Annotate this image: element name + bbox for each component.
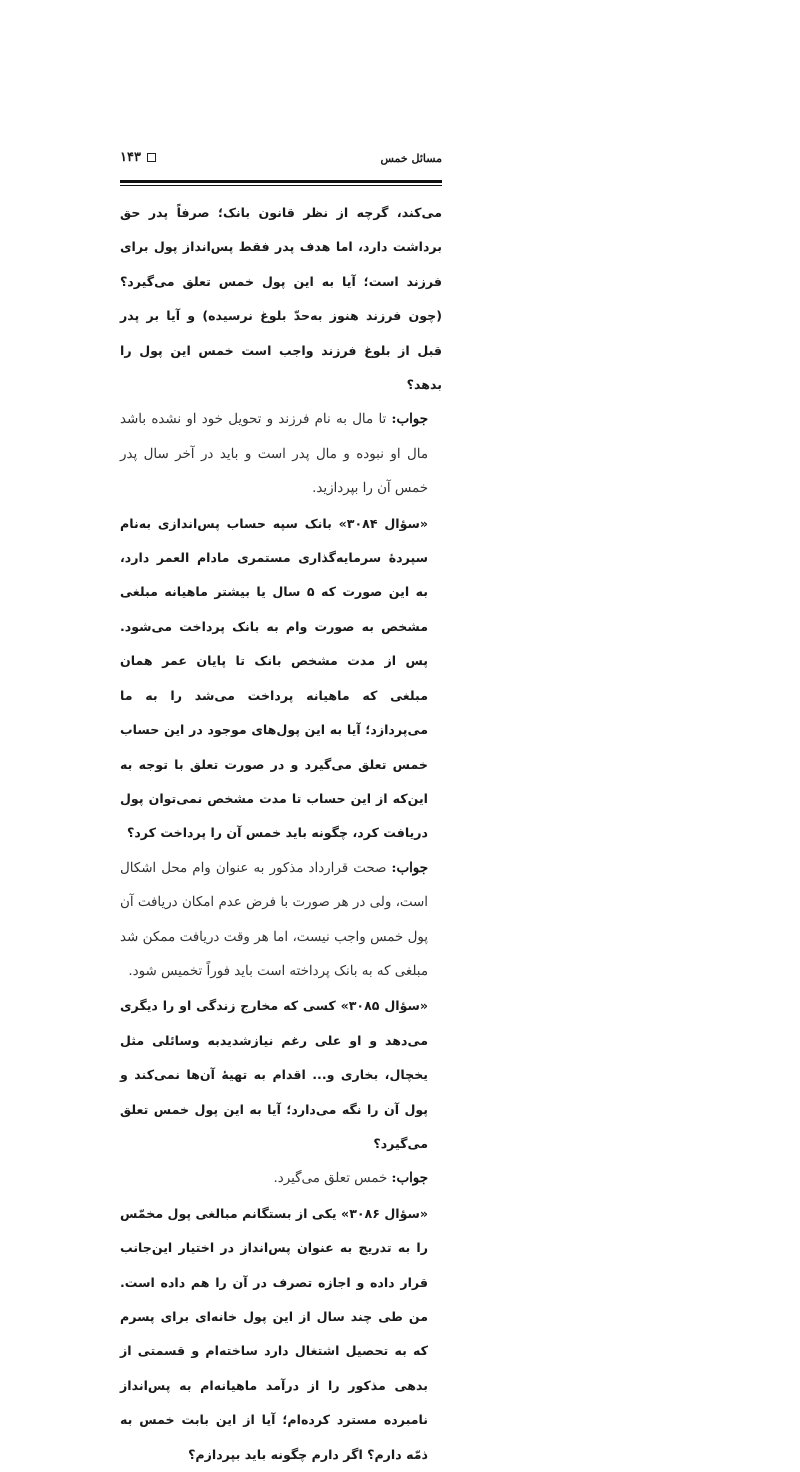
- question-text: یکی از بستگانم مبالغی پول مخمّس را به تدریج به عنوان پس‌انداز در اختیار این‌جانب قرار داده و اجازه تصرف در آن را هم داده است. من طی چند سال از این پول خانه‌ای برای پسرم که به تحصیل اشتغال دارد ساخته‌ام و قسمتی از بدهی مذکور را از درآمد ماهیانه‌ام به پس‌انداز نامبرده مسترد کرده‌ام؛ آیا از این بابت خمس به ذمّه دارم؟ اگر دارم چگونه باید بپردازم؟: [120, 1205, 428, 1462]
- answer-label: جواب:: [391, 411, 428, 428]
- page-number-group: [120, 150, 156, 165]
- question-paragraph: [120, 1197, 442, 1472]
- question-number: «سؤال ۳۰۸۴»: [338, 515, 428, 531]
- answer-paragraph: [120, 851, 442, 990]
- question-number: «سؤال ۳۰۸۵»: [340, 998, 429, 1014]
- answer-text: صحت قرارداد مذکور به عنوان وام محل اشکال است، ولی در هر صورت با فرض عدم امکان دریافت آن پول خمس واجب نیست، اما هر وقت دریافت ممکن شد مبلغی که به بانک پرداخته است باید فوراً تخمیس شود.: [120, 860, 428, 979]
- answer-text: خمس تعلق می‌گیرد.: [273, 1171, 392, 1187]
- question-paragraph: [120, 507, 442, 851]
- answer-text: تا مال به نام فرزند و تحویل خود او نشده باشد مال او نبوده و مال پدر است و باید در آخر سال پدر خمس آن را بپردازید.: [120, 412, 428, 497]
- question-text: کسی که مخارج زندگی او را دیگری می‌دهد و او علی رغم نیازشدیدبه وسائلی مثل یخچال، بخاری و... اقدام به تهیهٔ آن‌ها نمی‌کند و پول آن را نگه می‌دارد؛ آیا به این پول خمس تعلق می‌گیرد؟: [120, 998, 428, 1151]
- answer-label: جواب:: [391, 859, 428, 876]
- answer-paragraph: [120, 1161, 442, 1196]
- question-paragraph: [120, 989, 442, 1161]
- header-rule-thin: [120, 185, 442, 186]
- question-text: بانک سپه حساب پس‌اندازی به‌نام سپردهٔ سرمایه‌گذاری مستمری مادام العمر دارد، به این صورت که ۵ سال یا بیشتر ماهیانه مبلغی مشخص به صورت وام به بانک پرداخت می‌شود. پس از مدت مشخص بانک تا پایان عمر همان مبلغی که ماهیانه پرداخت می‌شد را به ما می‌پردازد؛ آیا به این پول‌های موجود در این حساب خمس تعلق می‌گیرد و در صورت تعلق با توجه به این‌که از این حساب تا مدت مشخص نمی‌توان پول دریافت کرد، چگونه باید خمس آن را پرداخت کرد؟: [120, 515, 428, 841]
- page-number: ۱۴۳: [120, 150, 141, 165]
- header-rule-thick: [120, 180, 442, 183]
- square-ornament-icon: [147, 153, 156, 162]
- answer-paragraph: [120, 402, 442, 506]
- question-number: «سؤال ۳۰۸۶»: [341, 1205, 428, 1221]
- page-header: [120, 148, 442, 170]
- answer-label: جواب:: [391, 1170, 428, 1187]
- question-continuation: می‌کند، گرچه از نظر قانون بانک؛ صرفاً پدر حق برداشت دارد، اما هدف پدر فقط پس‌انداز پول برای فرزند است؛ آیا به این پول خمس تعلق می‌گیرد؟ (چون فرزند هنوز به‌حدّ بلوغ نرسیده) و آیا بر پدر قبل از بلوغ فرزند واجب است خمس این پول را بدهد؟: [120, 205, 442, 393]
- body-text: [120, 196, 442, 1472]
- running-title: مسائل خمس: [380, 152, 442, 165]
